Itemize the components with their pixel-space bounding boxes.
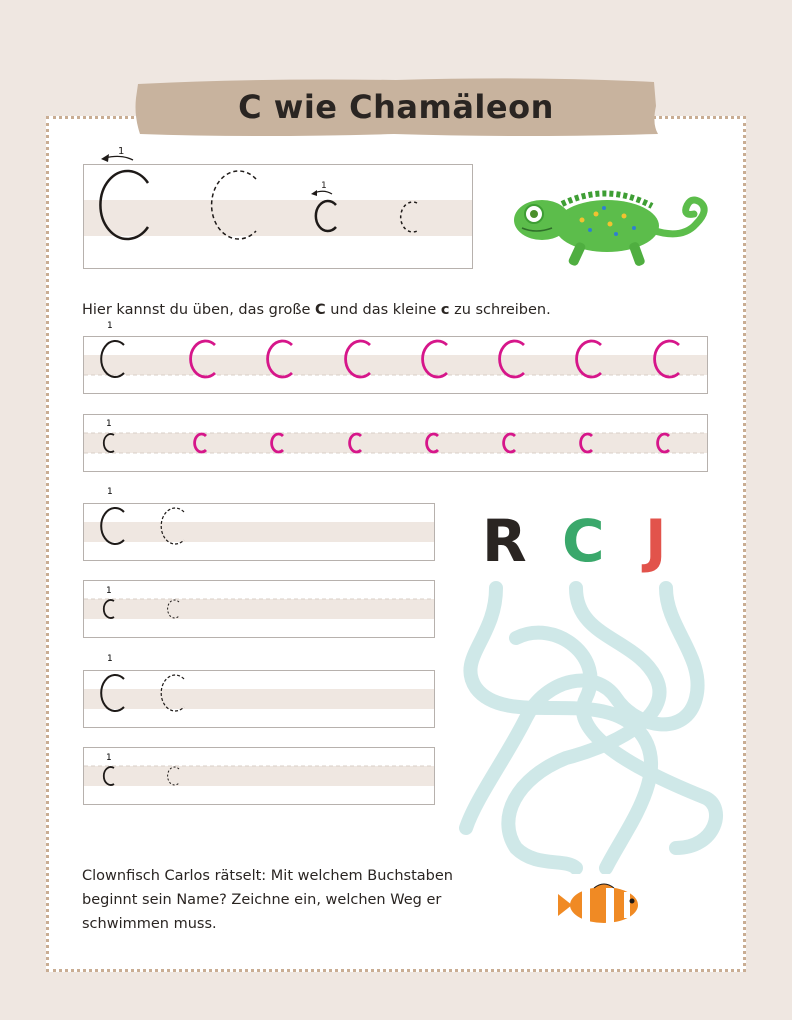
stroke-number: 1 <box>107 487 113 497</box>
stroke-number: 1 <box>106 419 112 429</box>
practice-row-big[interactable] <box>83 336 708 394</box>
tracing-row-small[interactable] <box>83 747 435 805</box>
maze-letter-r: R <box>482 507 527 575</box>
demo-letter-box <box>83 164 473 269</box>
stroke-number: 1 <box>107 321 113 331</box>
stroke-number: 1 <box>107 654 113 664</box>
practice-row-small[interactable] <box>83 414 708 472</box>
instruction-small-letter: c <box>440 302 450 318</box>
instruction-part: zu schreiben. <box>449 302 551 318</box>
instruction-part: und das kleine <box>325 302 441 318</box>
title-banner <box>134 76 658 138</box>
stroke-number: 1 <box>106 586 112 596</box>
clownfish-illustration <box>554 880 646 930</box>
instruction-part: Hier kannst du üben, das große <box>82 302 316 318</box>
stroke-number: 1 <box>321 181 327 191</box>
riddle-text: Clownfisch Carlos rätselt: Mit welchem Buchstaben beginnt sein Name? Zeichne ein, welchen Weg er schwimmen muss. <box>82 868 453 932</box>
maze-letter-j: J <box>645 507 667 575</box>
chameleon-illustration <box>512 184 722 274</box>
maze-paths[interactable] <box>456 578 734 874</box>
maze-letter-c: C <box>562 507 605 575</box>
tracing-row-big[interactable] <box>83 670 435 728</box>
instruction-big-letter: C <box>315 302 326 318</box>
page-title: C wie Chamäleon <box>238 88 554 126</box>
stroke-number: 1 <box>118 146 125 157</box>
instruction-text <box>82 302 551 318</box>
tracing-row-big[interactable] <box>83 503 435 561</box>
stroke-number: 1 <box>106 753 112 763</box>
tracing-row-small[interactable] <box>83 580 435 638</box>
